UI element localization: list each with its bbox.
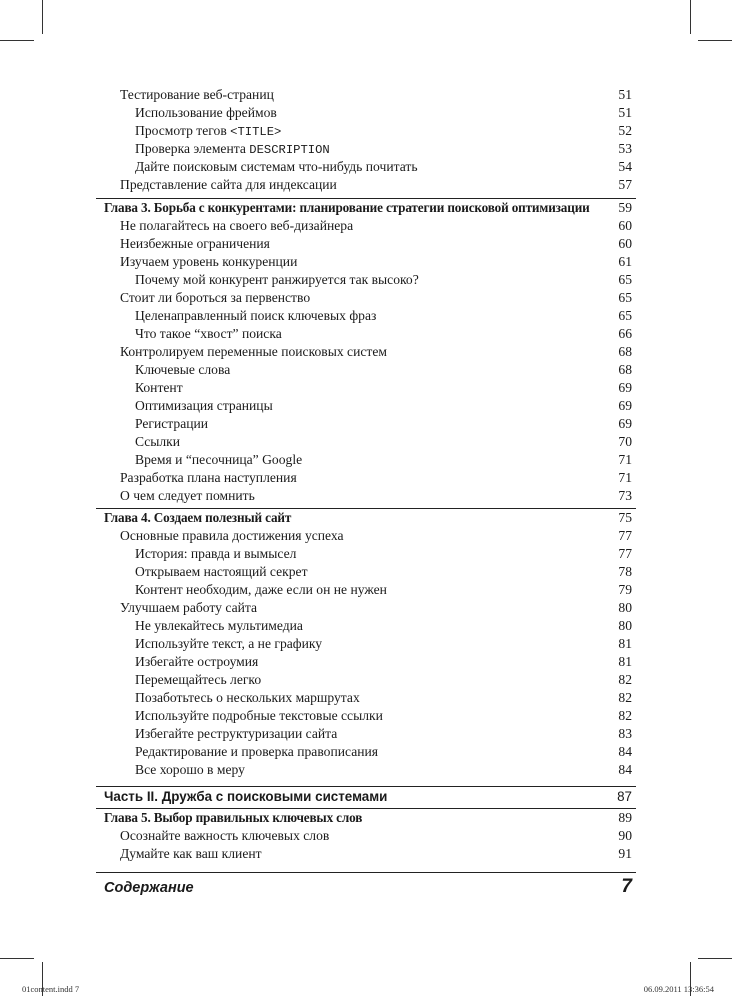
toc-entry-page: 91	[618, 846, 632, 861]
toc-entry-page: 70	[618, 434, 632, 449]
toc-entry-title: Использование фреймов	[135, 105, 277, 120]
toc-entry-title: Используйте текст, а не графику	[135, 636, 323, 651]
toc-entry-title: Все хорошо в меру	[135, 762, 245, 777]
toc-entry	[0, 635, 732, 653]
toc-entry	[0, 487, 732, 505]
toc-entry-page: 81	[618, 636, 632, 651]
code-tag: <TITLE>	[230, 125, 282, 139]
toc-entry-page: 82	[618, 708, 632, 723]
toc-entry	[0, 599, 732, 617]
print-slug-datetime: 06.09.2011 13:36:54	[643, 984, 714, 994]
crop-mark	[690, 0, 691, 34]
toc-entry-page: 82	[618, 690, 632, 705]
toc-entry-page: 69	[618, 380, 632, 395]
crop-mark	[0, 40, 34, 41]
toc-entry-title: Представление сайта для индексации	[120, 177, 337, 192]
toc-entry-title: Что такое “хвост” поиска	[135, 326, 282, 341]
toc-entry	[0, 433, 732, 451]
toc-entry-page: 54	[618, 159, 632, 174]
crop-mark	[698, 40, 732, 41]
running-footer-title: Содержание	[104, 880, 194, 896]
toc-entry-page: 53	[618, 141, 632, 156]
toc-entry	[0, 361, 732, 379]
toc-entry	[0, 86, 732, 104]
toc-entry-title: Часть II. Дружба с поисковыми системами	[104, 789, 388, 804]
toc-entry-page: 89	[618, 810, 632, 825]
toc-entry-page: 61	[618, 254, 632, 269]
toc-entry-title: Тестирование веб-страниц	[120, 87, 274, 102]
toc-entry-page: 57	[618, 177, 632, 192]
page-number: 7	[621, 876, 632, 897]
toc-entry-page: 65	[618, 290, 632, 305]
toc-entry	[0, 307, 732, 325]
toc-entry	[0, 451, 732, 469]
toc-entry-title: Стоит ли бороться за первенство	[120, 290, 311, 305]
toc-entry	[0, 827, 732, 845]
toc-entry-page: 81	[618, 654, 632, 669]
toc-entry-title: Разработка плана наступления	[120, 470, 297, 485]
toc-entry	[0, 104, 732, 122]
toc-entry-title: Контент	[135, 380, 183, 395]
toc-entry	[0, 217, 732, 235]
toc-chapter-heading	[0, 199, 732, 217]
toc-entry-title: Открываем настоящий секрет	[135, 564, 308, 579]
toc-entry	[0, 563, 732, 581]
toc-entry	[0, 707, 732, 725]
toc-entry	[0, 158, 732, 176]
toc-entry	[0, 671, 732, 689]
toc-entry-page: 78	[618, 564, 632, 579]
toc-entry-page: 75	[618, 510, 632, 525]
toc-entry-title: Ссылки	[135, 434, 181, 449]
toc-entry-title: Редактирование и проверка правописания	[135, 744, 379, 759]
toc-entry	[0, 325, 732, 343]
toc-entry	[0, 725, 732, 743]
toc-entry-title: Оптимизация страницы	[135, 398, 273, 413]
page-footer	[0, 872, 732, 902]
toc-entry	[0, 415, 732, 433]
toc-entry	[0, 122, 732, 140]
crop-mark	[42, 0, 43, 34]
toc-entry-title: Осознайте важность ключевых слов	[120, 828, 330, 843]
toc-entry-title: Перемещайтесь легко	[135, 672, 262, 687]
toc-entry	[0, 545, 732, 563]
toc-entry-page: 77	[618, 528, 632, 543]
toc-entry-page: 51	[618, 87, 632, 102]
toc-entry-title: Контролируем переменные поисковых систем	[120, 344, 387, 359]
toc-entry-page: 82	[618, 672, 632, 687]
toc-part-heading	[0, 788, 732, 806]
toc-entry-title: Основные правила достижения успеха	[120, 528, 344, 543]
toc-entry	[0, 397, 732, 415]
toc-entry	[0, 289, 732, 307]
toc-entry-title: Почему мой конкурент ранжируется так высоко?	[135, 272, 419, 287]
part-rule	[96, 786, 636, 787]
toc-entry-title: Используйте подробные текстовые ссылки	[135, 708, 383, 723]
toc-entry	[0, 140, 732, 158]
toc-entry-title: Целенаправленный поиск ключевых фраз	[135, 308, 377, 323]
toc-entry	[0, 176, 732, 194]
code-tag: DESCRIPTION	[249, 143, 330, 157]
toc-entry-title: Регистрации	[135, 416, 209, 431]
toc-entry	[0, 527, 732, 545]
toc-entry-page: 60	[618, 218, 632, 233]
toc-entry-page: 80	[618, 618, 632, 633]
toc-entry-page: 77	[618, 546, 632, 561]
toc-entry-page: 80	[618, 600, 632, 615]
toc-entry	[0, 469, 732, 487]
toc-entry-title: Глава 3. Борьба с конкурентами: планирование стратегии поисковой оптимизации	[104, 200, 590, 215]
toc-entry-title: Просмотр тегов <TITLE>	[135, 123, 282, 139]
toc-entry	[0, 581, 732, 599]
toc-entry-title: Глава 5. Выбор правильных ключевых слов	[104, 810, 363, 825]
toc-entry-title: История: правда и вымысел	[135, 546, 297, 561]
toc-entry	[0, 761, 732, 779]
toc-entry-page: 73	[618, 488, 632, 503]
toc-entry-page: 68	[618, 344, 632, 359]
toc-entry-page: 69	[618, 416, 632, 431]
toc-entry-title: Изучаем уровень конкуренции	[120, 254, 298, 269]
crop-mark	[0, 958, 34, 959]
toc-entry-title: Глава 4. Создаем полезный сайт	[104, 510, 292, 525]
toc-entry-title: Избегайте реструктуризации сайта	[135, 726, 338, 741]
toc-entry-title: Избегайте остроумия	[135, 654, 259, 669]
toc-entry-title: Контент необходим, даже если он не нужен	[135, 582, 387, 597]
toc-entry	[0, 235, 732, 253]
toc-entry-title: Дайте поисковым системам что-нибудь почитать	[135, 159, 418, 174]
toc-entry-page: 71	[618, 470, 632, 485]
toc-entry	[0, 271, 732, 289]
toc-entry-page: 90	[618, 828, 632, 843]
toc-entry-title: Неизбежные ограничения	[120, 236, 270, 251]
toc-entry-page: 60	[618, 236, 632, 251]
toc-chapter-heading	[0, 509, 732, 527]
toc-entry-title: Позаботьтесь о нескольких маршрутах	[135, 690, 360, 705]
toc-entry-title: Думайте как ваш клиент	[120, 846, 262, 861]
toc-entry-page: 65	[618, 272, 632, 287]
toc-entry-title: Не полагайтесь на своего веб-дизайнера	[120, 218, 354, 233]
toc-entry	[0, 653, 732, 671]
toc-entry-page: 59	[618, 200, 632, 215]
toc-entry	[0, 689, 732, 707]
toc-entry-page: 69	[618, 398, 632, 413]
toc-entry-title: Не увлекайтесь мультимедиа	[135, 618, 303, 633]
toc-entry	[0, 379, 732, 397]
toc-entry-page: 87	[617, 789, 632, 804]
toc-entry-page: 71	[618, 452, 632, 467]
toc-chapter-heading	[0, 809, 732, 827]
toc-entry-page: 51	[618, 105, 632, 120]
toc-entry	[0, 617, 732, 635]
toc-entry	[0, 845, 732, 863]
toc-entry-page: 84	[618, 744, 632, 759]
toc-entry	[0, 253, 732, 271]
toc-entry-page: 68	[618, 362, 632, 377]
toc-entry	[0, 743, 732, 761]
toc-entry-title: Улучшаем работу сайта	[120, 600, 258, 615]
toc-entry	[0, 343, 732, 361]
toc-entry-page: 65	[618, 308, 632, 323]
crop-mark	[698, 958, 732, 959]
toc-entry-page: 84	[618, 762, 632, 777]
footer-rule	[96, 872, 636, 873]
print-slug-file: 01content.indd 7	[22, 984, 80, 994]
toc-entry-title: О чем следует помнить	[120, 488, 255, 503]
toc-entry-title: Проверка элемента DESCRIPTION	[135, 141, 330, 157]
toc-entry-page: 52	[618, 123, 632, 138]
toc-entry-title: Ключевые слова	[135, 362, 231, 377]
toc-entry-page: 79	[618, 582, 632, 597]
toc-entry-title: Время и “песочница” Google	[135, 452, 303, 467]
toc-entry-page: 83	[618, 726, 632, 741]
toc-entry-page: 66	[618, 326, 632, 341]
